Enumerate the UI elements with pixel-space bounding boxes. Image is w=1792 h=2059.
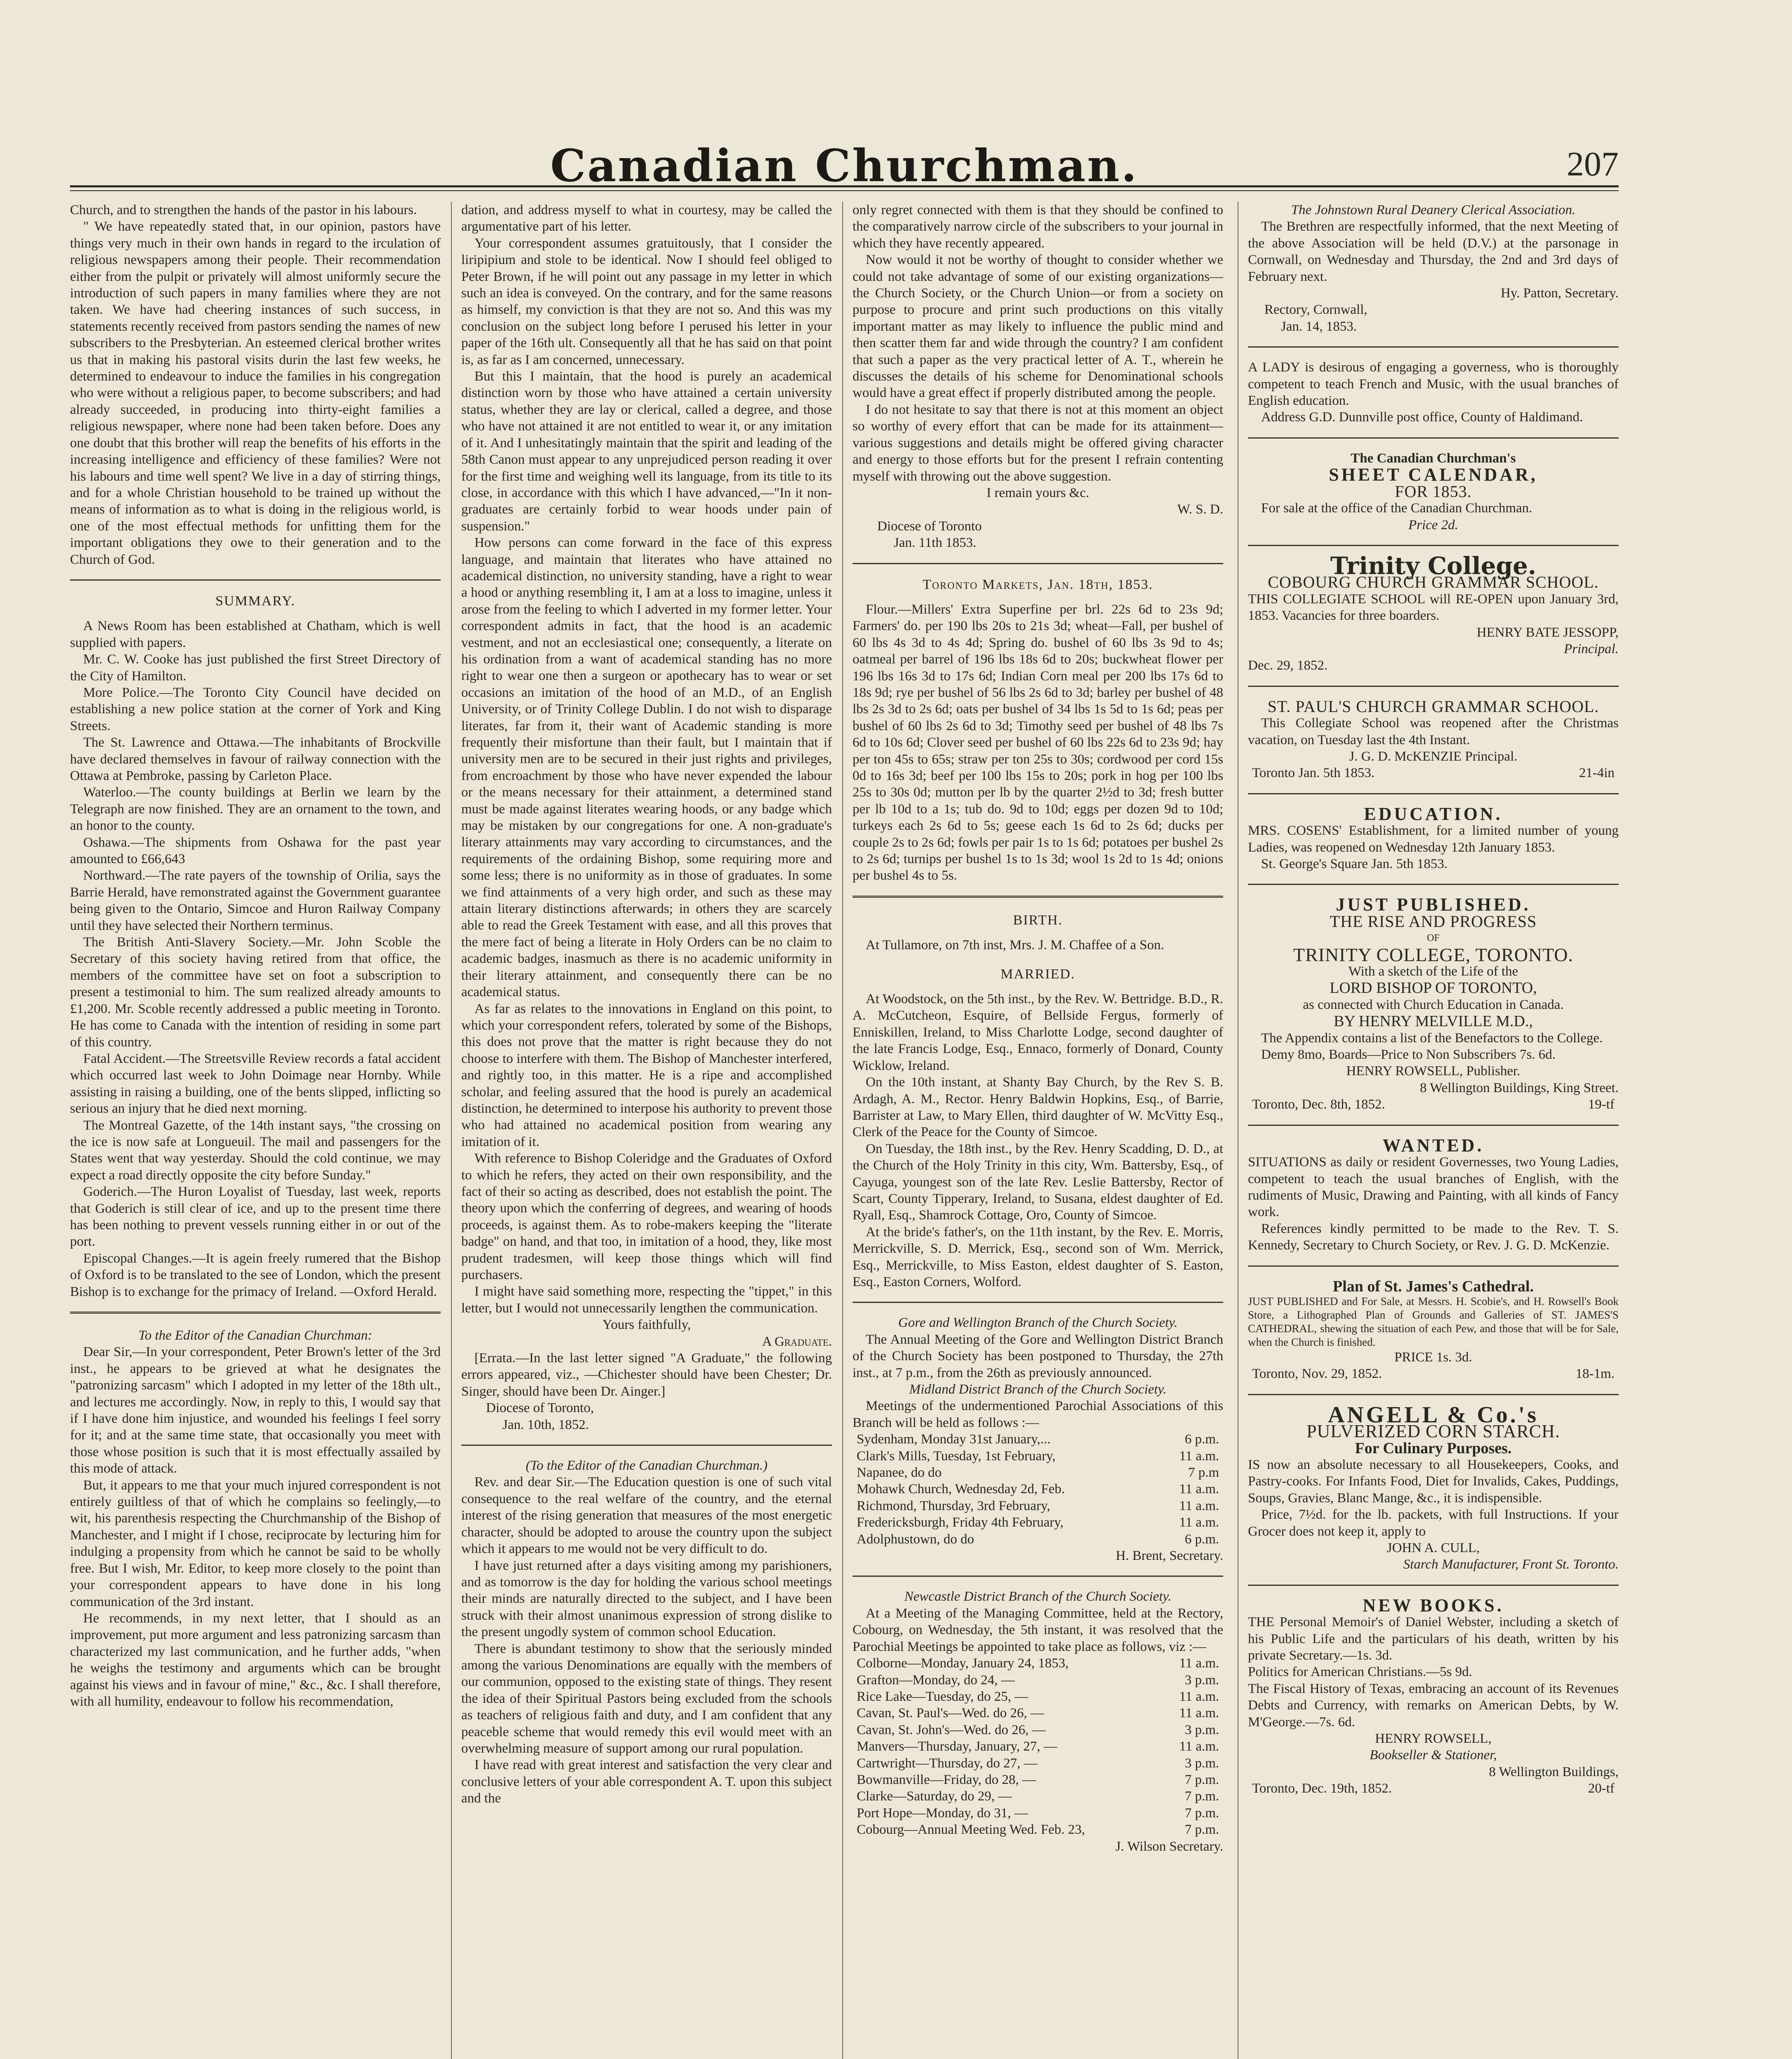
ad-dateline: Toronto Jan. 5th 1853. 21-4in [1252, 766, 1614, 781]
section-heading: Newcastle District Branch of the Church Society. [904, 1589, 1172, 1604]
notice-paragraph: At a Meeting of the Managing Committee, held at the Rectory, Cobourg, on Wednesday, the 5th instant, it was resolved that the Parochial Meetings be appointed to take place as follows, viz :— [853, 1606, 1223, 1654]
summary-item: Mr. C. W. Cooke has just published the first Street Directory of the City of Hamilton. [70, 652, 441, 684]
ad-subtitle: THE RISE AND PROGRESS [1329, 912, 1537, 931]
page-number: 207 [1567, 145, 1619, 183]
letter-heading: To the Editor of the Canadian Churchman: [138, 1328, 372, 1343]
paragraph: I might have said something more, respecting the "tippet," in this letter, but I would not unnecessarily lengthen the communication. [461, 1284, 832, 1316]
ad-body: A LADY is desirous of engaging a governess, who is thoroughly competent to teach French and Music, with the usual branches of English education. [1248, 360, 1619, 409]
schedule-row: Cobourg—Annual Meeting Wed. Feb. 23, 7 p.m. [857, 1822, 1219, 1837]
schedule-row: Napanee, do do 7 p.m [857, 1465, 1219, 1480]
ad-dateline: Toronto, Dec. 19th, 1852. 20-tf [1252, 1781, 1614, 1796]
divider [1248, 793, 1619, 794]
schedule-row: Manvers—Thursday, January, 27, — 11 a.m. [857, 1739, 1219, 1754]
ad-body: JUST PUBLISHED and For Sale, at Messrs. H. Scobie's, and H. Rowsell's Book Store, a Lithographed Plan of Grounds and Galleries of ST. JAMES'S CATHEDRAL, shewing the situation of each Pew, and those that will be for Sale, when the Church is finished. [1248, 1295, 1619, 1348]
newspaper-title: Canadian Churchman. [550, 140, 1138, 192]
ad-body: THE Personal Memoir's of Daniel Webster, including a sketch of his Public Life and the particulars of his death, written by his private Secretary.—1s. 3d. [1248, 1615, 1619, 1663]
ad-body: SITUATIONS as daily or resident Governesses, two Young Ladies, competent to teach the usual branches of English, with the rudiments of Music, Drawing and Painting, with all kinds of Fancy work. [1248, 1155, 1619, 1220]
ad-signature: J. G. D. McKENZIE Principal. [1349, 749, 1518, 764]
notice-paragraph: The Annual Meeting of the Gore and Wellington District Branch of the Church Society has been postponed to Thursday, the 27th inst., at 7 p.m., from the 26th as previously announced. [853, 1332, 1223, 1380]
ad-body: The Brethren are respectfully informed, that the next Meeting of the above Association will be held (D.V.) at the parsonage in Cornwall, on Wednesday and Thursday, the 2nd and 3rd days of February next. [1248, 219, 1619, 284]
schedule-row: Sydenham, Monday 31st January,... 6 p.m. [857, 1432, 1219, 1447]
schedule-row: Adolphustown, do do 6 p.m. [857, 1531, 1219, 1547]
summary-item: Episcopal Changes.—It is agein freely rumered that the Bishop of Oxford is to be translated to the see of London, which the present Bishop is to exchange for the primacy of Ireland. —Oxford Herald. [70, 1251, 441, 1299]
ad-signature: JOHN A. CULL, [1387, 1541, 1480, 1555]
summary-item: The Montreal Gazette, of the 14th instant says, "the crossing on the ice is now safe at Longueuil. The mail and passengers for the States went that way yesterday. Should the cold continue, we may expect a road directly opposite the city before Sunday." [70, 1118, 441, 1183]
signature-line: I remain yours &c. [986, 485, 1089, 500]
schedule-row: Richmond, Thursday, 3rd February, 11 a.m. [857, 1498, 1219, 1513]
section-heading: Midland District Branch of the Church Society. [909, 1382, 1167, 1397]
ad-subtitle: FOR 1853. [1395, 482, 1472, 501]
ad-title: COBOURG CHURCH GRAMMAR SCHOOL. [1268, 573, 1599, 592]
schedule-row: Grafton—Monday, do 24, — 3 p.m. [857, 1672, 1219, 1688]
letter-paragraph: There is abundant testimony to show that the seriously minded among the various Denominations are equally with the members of our communion, opposed to the existing state of things. They resent the idea of their Spiritual Pastors being excluded from the schools as teachers of religious faith and duty, and I am confident that any peaceble scheme that would remedy this evil would meet with an overwhelming measure of support among our rural population. [461, 1641, 832, 1756]
summary-item: Fatal Accident.—The Streetsville Review records a fatal accident which occurred last week to John Doimage near Hornby. While assisting in raising a building, one of the bents slipped, inflicting so serious an injury that he died next morning. [70, 1051, 441, 1116]
column-rule [842, 202, 843, 2059]
summary-item: Northward.—The rate payers of the township of Orilia, says the Barrie Herald, have remonstrated against the Government guarantee being given to the Ontario, Simcoe and Huron Railway Company until they have selected their Northern terminus. [70, 868, 441, 933]
ad-title: WANTED. [1382, 1135, 1484, 1156]
summary-item: The St. Lawrence and Ottawa.—The inhabitants of Brockville have declared themselves in favour of railway connection with the Ottawa at Pembroke, passing by Carleton Place. [70, 735, 441, 783]
summary-heading: SUMMARY. [215, 593, 295, 609]
ad-title: Plan of St. James's Cathedral. [1333, 1277, 1534, 1295]
paragraph: As far as relates to the innovations in England on this point, to which your correspondent refers, tolerated by some of the Bishops, this does not prove that the matter is right because they do not choose to interfere with them. The Bishop of Manchester interfered, and rightly too, in this matter. He is a ripe and accomplished scholar, and feeling assured that the hood is purely an academical distinction, he determined to interpose his authority to prevent those who had attained no academical position from wearing any imitation of it. [461, 1001, 832, 1149]
ad-title: ANGELL & Co.'s [1328, 1402, 1539, 1428]
ad-dateline: Dec. 29, 1852. [1248, 658, 1328, 673]
ad-address: Starch Manufacturer, Front St. Toronto. [1403, 1557, 1619, 1572]
paragraph: Your correspondent assumes gratuitously, that I consider the liripipium and stole to be identical. Now I should feel obliged to Peter Brown, if he will point out any passage in my letter in which such an idea is conveyed. On the contrary, and for the same reasons as himself, my conviction is that they are not so. And this was my conclusion on the subject long before I perused his letter in your paper of the 16th ult. Consequently all that he has said on that point is, as far as I am concerned, unnecessary. [461, 236, 832, 367]
ad-subtitle: TRINITY COLLEGE, TORONTO. [1293, 944, 1574, 965]
ad-title: NEW BOOKS. [1362, 1595, 1504, 1615]
divider [1248, 1585, 1619, 1586]
paragraph: dation, and address myself to what in courtesy, may be called the argumentative part of his letter. [461, 203, 832, 234]
divider [1248, 1125, 1619, 1126]
ad-body: Address G.D. Dunnville post office, County of Haldimand. [1261, 410, 1583, 425]
ad-title: SHEET CALENDAR, [1329, 465, 1538, 485]
divider [1248, 346, 1619, 348]
notice-paragraph: Meetings of the undermentioned Parochial Associations of this Branch will be held as follows :— [853, 1398, 1223, 1430]
divider [853, 1576, 1223, 1577]
dateline: Diocese of Toronto, [486, 1401, 594, 1416]
masthead-rule [70, 185, 1619, 191]
summary-item: The British Anti-Slavery Society.—Mr. John Scoble the Secretary of this society having retired from that office, the members of the committee have set on foot a subscription to present a testimonial to him. The sum realized already amounts to £1,200. Mr. Scoble recently addressed a public meeting in Toronto. He has come to Canada with the intention of residing in some part of this country. [70, 935, 441, 1050]
ad-line: BY HENRY MELVILLE M.D., [1334, 1013, 1533, 1030]
schedule-row: Cavan, St. John's—Wed. do 26, — 3 p.m. [857, 1722, 1219, 1737]
marriage-notice: On Tuesday, the 18th inst., by the Rev. Henry Scadding, D. D., at the Church of the Holy Trinity in this city, Wm. Battersby, Esq., of Cayuga, youngest son of the late Rev. Leslie Battersby, Rector of Scart, County Tipperary, Ireland, to Susana, eldest daughter of Ed. Ryall, Esq., Shamrock Cottage, Oro, County of Simcoe. [853, 1141, 1223, 1223]
marriage-notice: On the 10th instant, at Shanty Bay Church, by the Rev S. B. Ardagh, A. M., Rector. Henry Baldwin Hopkins, Esq., of Barrie, Barrister at Law, to Mary Ellen, third daughter of W. McVitty Esq., Clerk of the Peace for the County of Simcoe. [853, 1075, 1223, 1140]
ad-line: as connected with Church Education in Canada. [1303, 997, 1564, 1012]
ad-signature: Hy. Patton, Secretary. [1500, 286, 1619, 301]
letter-paragraph: I have just returned after a days visiting among my parishioners, and as tomorrow is the day for holding the various school meetings their minds are naturally directed to the subject, and I have been struck with their almost unanimous expression of strong dislike to the present ungodly system of common school Education. [461, 1558, 832, 1640]
birth-heading: BIRTH. [1013, 912, 1063, 928]
paragraph: Now would it not be worthy of thought to consider whether we could not take advantage of some of our existing organizations—the Church Society, or the Church Union—or from a society on purpose to procure and print such productions on this vitally important matter as may likely to influence the public mind and then scatter them far and wide through the country? I am confident that such a paper as the very practical letter of A. T., wherein he discusses the details of his scheme for Denominational schools would have a great effect if properly distributed among the people. [853, 252, 1223, 401]
errata: [Errata.—In the last letter signed "A Graduate," the following errors appeared, viz., —Chichester should have been Chester; Dr. Singer, should have been Dr. Ainger.] [461, 1351, 832, 1399]
schedule-row: Port Hope—Monday, do 31, — 7 p.m. [857, 1805, 1219, 1821]
column-rule [451, 202, 452, 2059]
letter-paragraph: Dear Sir,—In your correspondent, Peter Brown's letter of the 3rd inst., he appears to be grieved at what he designates the "patronizing sarcasm" which I adopted in my letter of the 18th ult., and lectures me accordingly. Now, in reply to this, I would say that if I have done him injustice, and wounded his feelings I feel sorry for it; and at the same time state, that occasionally you meet with those whose position is such that it is most effectually assailed by this mode of attack. [70, 1345, 441, 1476]
ad-line: With a sketch of the Life of the [1348, 964, 1518, 979]
column-2 [461, 202, 832, 2059]
ad-dateline: Rectory, Cornwall, [1264, 302, 1367, 317]
dateline: Diocese of Toronto [877, 518, 982, 534]
ad-body: MRS. COSENS' Establishment, for a limited number of young Ladies, was reopened on Wednesday 12th January 1853. [1248, 823, 1619, 855]
ad-line: LORD BISHOP OF TORONTO, [1329, 979, 1537, 997]
paragraph: With reference to Bishop Coleridge and the Graduates of Oxford to which he refers, they acted on their own responsibility, and the fact of their so acting as described, does not establish the point. The theory upon which the conferring of degrees, and wearing of hoods proceeds, is against them. As to robe-makers keeping the "literate badge" on hand, and that too, in imitation of a hood, they, like most prudent tradesmen, will keep those things which will find purchasers. [461, 1151, 832, 1282]
letter-paragraph: But, it appears to me that your much injured correspondent is not entirely guiltless of that of which he complains so feelingly,—to wit, his parenthesis respecting the Churchmanship of the Bishop of Manchester, and I might if I chose, reciprocate by lecturing him for indulging a propensity from which he cannot be said to be wholly free. But I wish, Mr. Editor, to keep more closely to the point than your correspondent appears to have done in his long communication of the 3rd instant. [70, 1478, 441, 1609]
signature-name: W. S. D. [1177, 502, 1223, 517]
ad-subtitle: OF [1427, 933, 1440, 944]
schedule-row: Colborne—Monday, January 24, 1853, 11 a.m. [857, 1656, 1219, 1671]
divider [461, 1445, 832, 1446]
summary-item: Oshawa.—The shipments from Oshawa for the past year amounted to £66,643 [70, 835, 441, 867]
ad-dateline: Toronto, Nov. 29, 1852. 18-1m. [1252, 1366, 1614, 1382]
letter-paragraph: Rev. and dear Sir.—The Education question is one of such vital consequence to the real welfare of the country, and the eternal interest of the rising generation that measures of the most energetic character, should be adopted to arouse the country upon the subject which it appears to me would not be very difficult to do. [461, 1475, 832, 1557]
ad-signature-title: Principal. [1564, 641, 1619, 656]
ad-signature-title: Bookseller & Stationer, [1369, 1748, 1497, 1763]
schedule-row: Fredericksburgh, Friday 4th February, 11 a.m. [857, 1515, 1219, 1530]
divider [853, 1302, 1223, 1303]
divider [1248, 686, 1619, 687]
secretary-signature: J. Wilson Secretary. [1115, 1839, 1223, 1854]
double-divider [853, 896, 1223, 900]
letter-paragraph: He recommends, in my next letter, that I should as an improvement, put more argument and less patronizing sarcasm than characterized my last communication, and he further adds, "when he weighs the testimony and arguments which can be brought against his views and in favour of mine," &c., &c. I shall therefore, with all humility, endeavour to follow his recommendation, [70, 1611, 441, 1709]
ad-title: JUST PUBLISHED. [1336, 894, 1531, 915]
markets-paragraph: Flour.—Millers' Extra Superfine per brl. 22s 6d to 23s 9d; Farmers' do. per 190 lbs 20s to 21s 3d; wheat—Fall, per bushel of 60 lbs 4s 3d to 4s 4d; Spring do. bushel of 60 lbs 3s 9d to 4s; oatmeal per barrel of 196 lbs 18s 6d to 20s; buckwheat flower per 196 lbs 16s 3d to 17s 6d; Indian Corn meal per 200 lbs 17s 6d to 18s 9d; rye per bushel of 56 lbs 2s 6d to 3d; barley per bushel of 48 lbs 2s 3d to 2s 6d; oats per bushel of 34 lbs 1s 5d to 1s 6d; peas per bushel of 60 lbs 2s 6d to 3d; Timothy seed per bushel of 48 lbs 7s 6d to 10s 6d; Clover seed per bushel of 60 lbs 22s 6d to 23s 9d; hay per ton 45s to 65s; straw per ton 25s to 30s; cordwood per cord 15s 0d to 16s 3d; beef per 100 lbs 15s to 20s; pork in hog per 100 lbs 25s to 30s 0d; mutton per lb by the quarter 2½d to 3d; fresh butter per lb 10d to a 1s; tub do. 9d to 10d; eggs per dozen 9d to 10d; turkeys each 2s 6d to 5s; geese each 1s 6d to 2s 6d; ducks per couple 2s to 2s 6d; fowls per pair 1s to 1s 6d; potatoes per bushel 2s to 2s 6d; turnips per bushel 1s to 1s 3d; wool 1s 2d to 1s 4d; onions per bushel 4s to 5s. [853, 602, 1223, 883]
ad-body: References kindly permitted to be made to the Rev. T. S. Kennedy, Secretary to Church Society, or Rev. J. G. D. McKenzie. [1248, 1221, 1619, 1253]
ad-body: Politics for American Christians.—5s 9d. [1248, 1664, 1472, 1680]
ad-signature: HENRY ROWSELL, [1375, 1731, 1492, 1746]
summary-item: Goderich.—The Huron Loyalist of Tuesday, last week, reports that Goderich is still clear of ice, and up to the present time there has been nothing to prevent vessels running either in or out of the port. [70, 1184, 441, 1249]
double-divider [70, 1312, 441, 1316]
quote-paragraph: " We have repeatedly stated that, in our opinion, pastors have things very much in their own hands in regard to the irculation of religious newspapers among their people. Their recommendation either from the pulpit or privately will almost uniformly secure the introduction of such papers in many families where they are not taken. We have had cheering instances of such success, in statements recently received from pastors sending the names of new subscribers to the Presbyterian. An esteemed clerical brother writes us that in making his pastoral visits durin the last few weeks, he determined to endeavour to induce the families in his congregation who were without a religious paper, to become subscribers; and had already succeeded, in producing into thirty-eight families a religious newspaper, where none had been taken before. Does any one doubt that this brother will reap the benefits of his efforts in the increasing intelligence and efficiency of these families? Were not his labours and time well spent? We live in a day of stirring things, and for a whole Christian household to be trained up without the means of information as to what is doing in the religious world, is one of the most effectual methods for unfitting them for the important obligations they owe to their generation and to the Church of God. [70, 219, 441, 567]
ad-body: For sale at the office of the Canadian Churchman. [1261, 501, 1533, 516]
divider [70, 579, 441, 581]
marriage-notice: At the bride's father's, on the 11th instant, by the Rev. E. Morris, Merrickville, S. D. Merrick, Esq., second son of Wm. Merrick, Esq., Merrickville, to Miss Easton, eldest daughter of S. Easton, Esq., Easton Corners, Wolford. [853, 1224, 1223, 1289]
letter-heading: (To the Editor of the Canadian Churchman.) [526, 1458, 768, 1473]
paragraph: I do not hesitate to say that there is not at this moment an object so worthy of every effort that can be made for its attainment—various suggestions and details might be offered giving character and energy to those efforts but for the present I refrain contenting myself with throwing out the above suggestion. [853, 402, 1223, 484]
ad-subtitle: For Culinary Purposes. [1355, 1439, 1512, 1457]
ad-body: IS now an absolute necessary to all Housekeepers, Cooks, and Pastry-cooks. For Infants Food, Diet for Invalids, Cakes, Puddings, Soups, Gravies, Blanc Mange, &c., it is indispensible. [1248, 1457, 1619, 1506]
ad-heading: The Johnstown Rural Deanery Clerical Association. [1291, 203, 1576, 217]
ad-address: 8 Wellington Buildings, [1489, 1764, 1619, 1779]
signature-line: Yours faithfully, [602, 1317, 691, 1333]
column-4-advertisements [1248, 202, 1619, 2059]
schedule-row: Cartwright—Thursday, do 27, — 3 p.m. [857, 1756, 1219, 1771]
ad-signature: HENRY BATE JESSOPP, [1477, 625, 1619, 640]
signature-name: A Graduate. [762, 1334, 832, 1349]
schedule-row: Mohawk Church, Wednesday 2d, Feb. 11 a.m. [857, 1482, 1219, 1497]
dateline: Jan. 11th 1853. [894, 535, 977, 551]
section-heading: Gore and Wellington Branch of the Church Society. [898, 1315, 1178, 1331]
ad-signature: HENRY ROWSELL, Publisher. [1346, 1064, 1521, 1079]
ad-title: ST. PAUL'S CHURCH GRAMMAR SCHOOL. [1267, 697, 1599, 716]
summary-item: More Police.—The Toronto City Council have decided on establishing a new police station at the corner of York and King Streets. [70, 685, 441, 733]
divider [1248, 1394, 1619, 1395]
newspaper-page [70, 103, 1619, 2059]
schedule-row: Cavan, St. Paul's—Wed. do 26, — 11 a.m. [857, 1706, 1219, 1721]
ad-price: Price 2d. [1408, 517, 1458, 532]
paragraph: only regret connected with them is that they should be confined to the comparatively narrow circle of the subscribers to your journal in which they have recently appeared. [853, 203, 1223, 251]
ad-address: 8 Wellington Buildings, King Street. [1420, 1080, 1619, 1095]
column-3 [853, 202, 1223, 2059]
ad-subtitle: PULVERIZED CORN STARCH. [1306, 1421, 1560, 1442]
ad-body: This Collegiate School was reopened after the Christmas vacation, on Tuesday last the 4th Instant. [1248, 716, 1619, 747]
ad-title: EDUCATION. [1364, 803, 1503, 824]
ad-dateline: Jan. 14, 1853. [1281, 319, 1357, 334]
ad-title: Trinity College. [1330, 551, 1536, 580]
summary-item: Waterloo.—The county buildings at Berlin we learn by the Telegraph are now finished. They are an ornament to the town, and an honor to the county. [70, 785, 441, 833]
divider [1248, 545, 1619, 546]
paragraph: But this I maintain, that the hood is purely an academical distinction worn by those who have attained a certain university status, whether they are lay or clerical, called a degree, and those who have not attained it are not entitled to wear it, or any imitation of it. And I unhesitatingly maintain that the spirit and leading of the 58th Canon must appear to any unprejudiced person reading it over for the first time and weighing well its language, from its title to its close, in accordance with this which I have advanced,—"In it non-graduates are certainly forbid to wear hoods under pain of suspension." [461, 369, 832, 534]
married-heading: MARRIED. [1000, 966, 1075, 982]
divider [1248, 884, 1619, 885]
summary-item: A News Room has been established at Chatham, which is well supplied with papers. [70, 619, 441, 650]
schedule-row: Clarke—Saturday, do 29, — 7 p.m. [857, 1789, 1219, 1804]
schedule-row: Bowmanville—Friday, do 28, — 7 p.m. [857, 1772, 1219, 1787]
paragraph: Church, and to strengthen the hands of the pastor in his labours. [70, 203, 417, 217]
ad-body: The Fiscal History of Texas, embracing an account of its Revenues Debts and Currency, with remarks on American Debts, by W. M'George.—7s. 6d. [1248, 1681, 1619, 1730]
divider [1248, 1265, 1619, 1267]
schedule-row: Clark's Mills, Tuesday, 1st February, 11 a.m. [857, 1448, 1219, 1464]
divider [1248, 437, 1619, 439]
divider [853, 563, 1223, 564]
paragraph: How persons can come forward in the face of this express language, and maintain that literates who have attained no academical distinction, no university standing, have a right to wear a hood or anything resembling it, I am at a loss to imagine, unless it arose from the feeling to which I adverted in my former letter. Your correspondent admits in fact, that the hood is an academic vestment, and not an ecclesiastical one; consequently, a literate on his ordination from a want of academical standing has no more right to wear one then a surgeon or apothecary has to wear or set occasions an imitation of the hood of an M.D., of an English University, or of Trinity College Dublin. I do not wish to disparage literates, far from it, their want of Academic standing is more frequently their misfortune than their fault, but I maintain that if university men are to be secured in their just rights and privileges, from encroachment by those who have never expended the labour or the means necessary for their attainment, a determined stand must be made against literates wearing hoods, or any badge which may be mistaken by our congregations for one. A non-graduate's literary attainments may vary according to circumstances, and the requirements of the ordaining Bishop, some requiring more and some less; there is no uniformity as in those of graduates. In some we find attainments of a very high order, and such as these may attain literary distinctions afterwards; in others they are scarcely able to read the Greek Testament with ease, and all this proves that the mere fact of being a literate in Holy Orders can be no claim to academic badges, inasmuch as there is no academic uniformity in their literary attainment, and consequently there can be no academical status. [461, 535, 832, 1000]
ad-dateline: St. George's Square Jan. 5th 1853. [1261, 857, 1448, 871]
schedule-row: Rice Lake—Tuesday, do 25, — 11 a.m. [857, 1689, 1219, 1704]
markets-heading: Toronto Markets, Jan. 18th, 1853. [923, 577, 1153, 592]
ad-body: THIS COLLEGIATE SCHOOL will RE-OPEN upon January 3rd, 1853. Vacancies for three boarders. [1248, 591, 1619, 623]
dateline: Jan. 10th, 1852. [502, 1417, 589, 1432]
birth-notice: At Tullamore, on 7th inst, Mrs. J. M. Chaffee of a Son. [866, 938, 1164, 953]
marriage-notice: At Woodstock, on the 5th inst., by the Rev. W. Bettridge. B.D., R. A. McCutcheon, Esquire, of Bellside Fergus, formerly of Enniskillen, Ireland, to Miss Charlotte Lodge, second daughter of the late Francis Lodge, Esq., Ennaco, formerly of Donard, County Wicklow, Ireland. [853, 992, 1223, 1073]
ad-body: The Appendix contains a list of the Benefactors to the College. [1261, 1030, 1603, 1046]
secretary-signature: H. Brent, Secretary. [1116, 1548, 1223, 1564]
column-1 [70, 202, 441, 2059]
ad-kicker: The Canadian Churchman's [1350, 451, 1516, 466]
ad-body: Demy 8mo, Boards—Price to Non Subscribers 7s. 6d. [1261, 1047, 1556, 1062]
letter-paragraph: I have read with great interest and satisfaction the very clear and conclusive letters of your able correspondent A. T. upon this subject and the [461, 1758, 832, 1806]
ad-body: Price, 7½d. for the lb. packets, with full Instructions. If your Grocer does not keep it, apply to [1248, 1507, 1619, 1539]
ad-dateline: Toronto, Dec. 8th, 1852. 19-tf [1252, 1097, 1614, 1112]
ad-price: PRICE 1s. 3d. [1394, 1349, 1472, 1365]
